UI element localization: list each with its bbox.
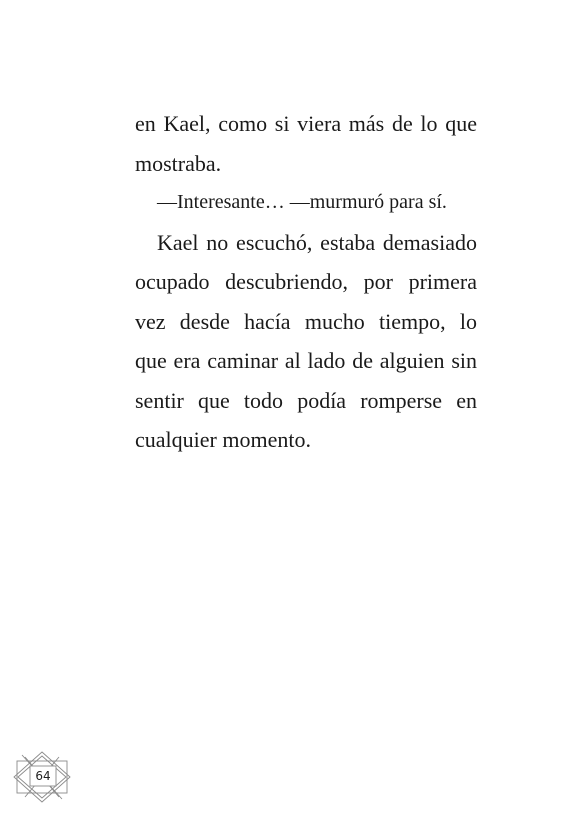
text-line: vez desde hacía mucho tiempo, lo — [135, 308, 477, 334]
dialogue-line: —Interesante… —murmuró para sí. — [157, 191, 447, 213]
paragraph-first-line: Kael no escuchó, estaba demasiado — [157, 229, 477, 255]
text-line: ocupado descubriendo, por primera — [135, 269, 477, 294]
page-number: 64 — [35, 769, 51, 783]
body-text — [135, 104, 477, 460]
text-line: cualquier momento. — [135, 427, 311, 452]
page-number-badge — [13, 751, 71, 803]
text-line: mostraba. — [135, 150, 222, 176]
text-line: sentir que todo podía romperse en — [135, 387, 477, 413]
text-line: en Kael, como si viera más de lo que — [135, 111, 477, 136]
text-line: que era caminar al lado de alguien sin — [135, 348, 477, 373]
